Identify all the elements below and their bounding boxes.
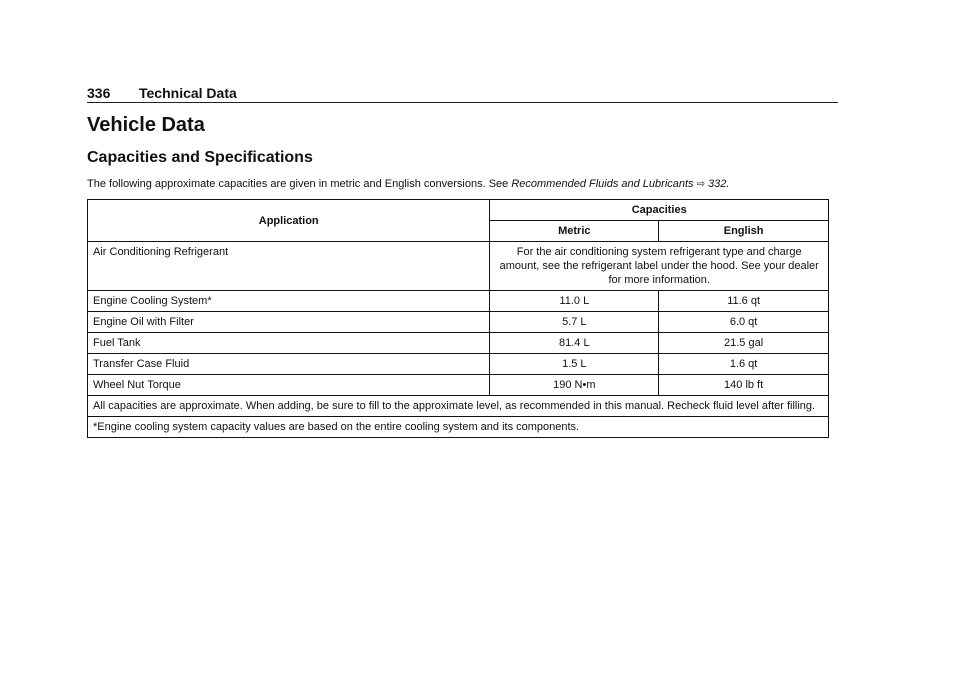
cooling-system-footnote: *Engine cooling system capacity values are based on the entire cooling system and its components. — [88, 417, 829, 438]
application-cell: Wheel Nut Torque — [88, 375, 490, 396]
application-cell: Fuel Tank — [88, 333, 490, 354]
cross-reference-title: Recommended Fluids and Lubricants — [511, 178, 694, 190]
header-divider — [87, 102, 838, 103]
approximate-capacities-note: All capacities are approximate. When adding, be sure to fill to the approximate level, as recommended in this manual. Recheck fluid level after filling. — [88, 396, 829, 417]
application-cell: Engine Oil with Filter — [88, 312, 490, 333]
english-cell: 11.6 qt — [659, 291, 829, 312]
metric-cell: 5.7 L — [490, 312, 659, 333]
header-capacities: Capacities — [490, 200, 829, 221]
page-number: 336 — [87, 85, 111, 101]
header-metric: Metric — [490, 221, 659, 242]
application-cell: Air Conditioning Refrigerant — [88, 242, 490, 291]
metric-cell: 190 N•m — [490, 375, 659, 396]
table-row — [88, 333, 829, 354]
page-title: Vehicle Data — [87, 114, 205, 136]
capacities-table — [87, 199, 829, 438]
table-row — [88, 291, 829, 312]
header-english: English — [659, 221, 829, 242]
cross-reference-link[interactable] — [511, 178, 729, 190]
table-row — [88, 354, 829, 375]
table-header-row — [88, 200, 829, 221]
page-reference-arrow-icon: ⇨ — [696, 179, 705, 190]
page-header — [87, 84, 838, 102]
table-row — [88, 312, 829, 333]
metric-cell: 81.4 L — [490, 333, 659, 354]
metric-cell: 1.5 L — [490, 354, 659, 375]
application-cell: Engine Cooling System* — [88, 291, 490, 312]
english-cell: 1.6 qt — [659, 354, 829, 375]
intro-text: The following approximate capacities are given in metric and English conversions. See — [87, 178, 509, 190]
cross-reference-page: 332. — [708, 178, 730, 190]
english-cell: 21.5 gal — [659, 333, 829, 354]
table-row — [88, 242, 829, 291]
metric-cell: 11.0 L — [490, 291, 659, 312]
english-cell: 6.0 qt — [659, 312, 829, 333]
refrigerant-info-cell: For the air conditioning system refrigerant type and charge amount, see the refrigerant label under the hood. See your dealer for more information. — [490, 242, 829, 291]
english-cell: 140 lb ft — [659, 375, 829, 396]
table-note-row — [88, 396, 829, 417]
table-note-row — [88, 417, 829, 438]
table-row — [88, 375, 829, 396]
section-heading: Capacities and Specifications — [87, 149, 313, 166]
intro-paragraph — [87, 177, 838, 192]
header-application: Application — [88, 200, 490, 242]
section-title: Technical Data — [139, 85, 237, 101]
application-cell: Transfer Case Fluid — [88, 354, 490, 375]
